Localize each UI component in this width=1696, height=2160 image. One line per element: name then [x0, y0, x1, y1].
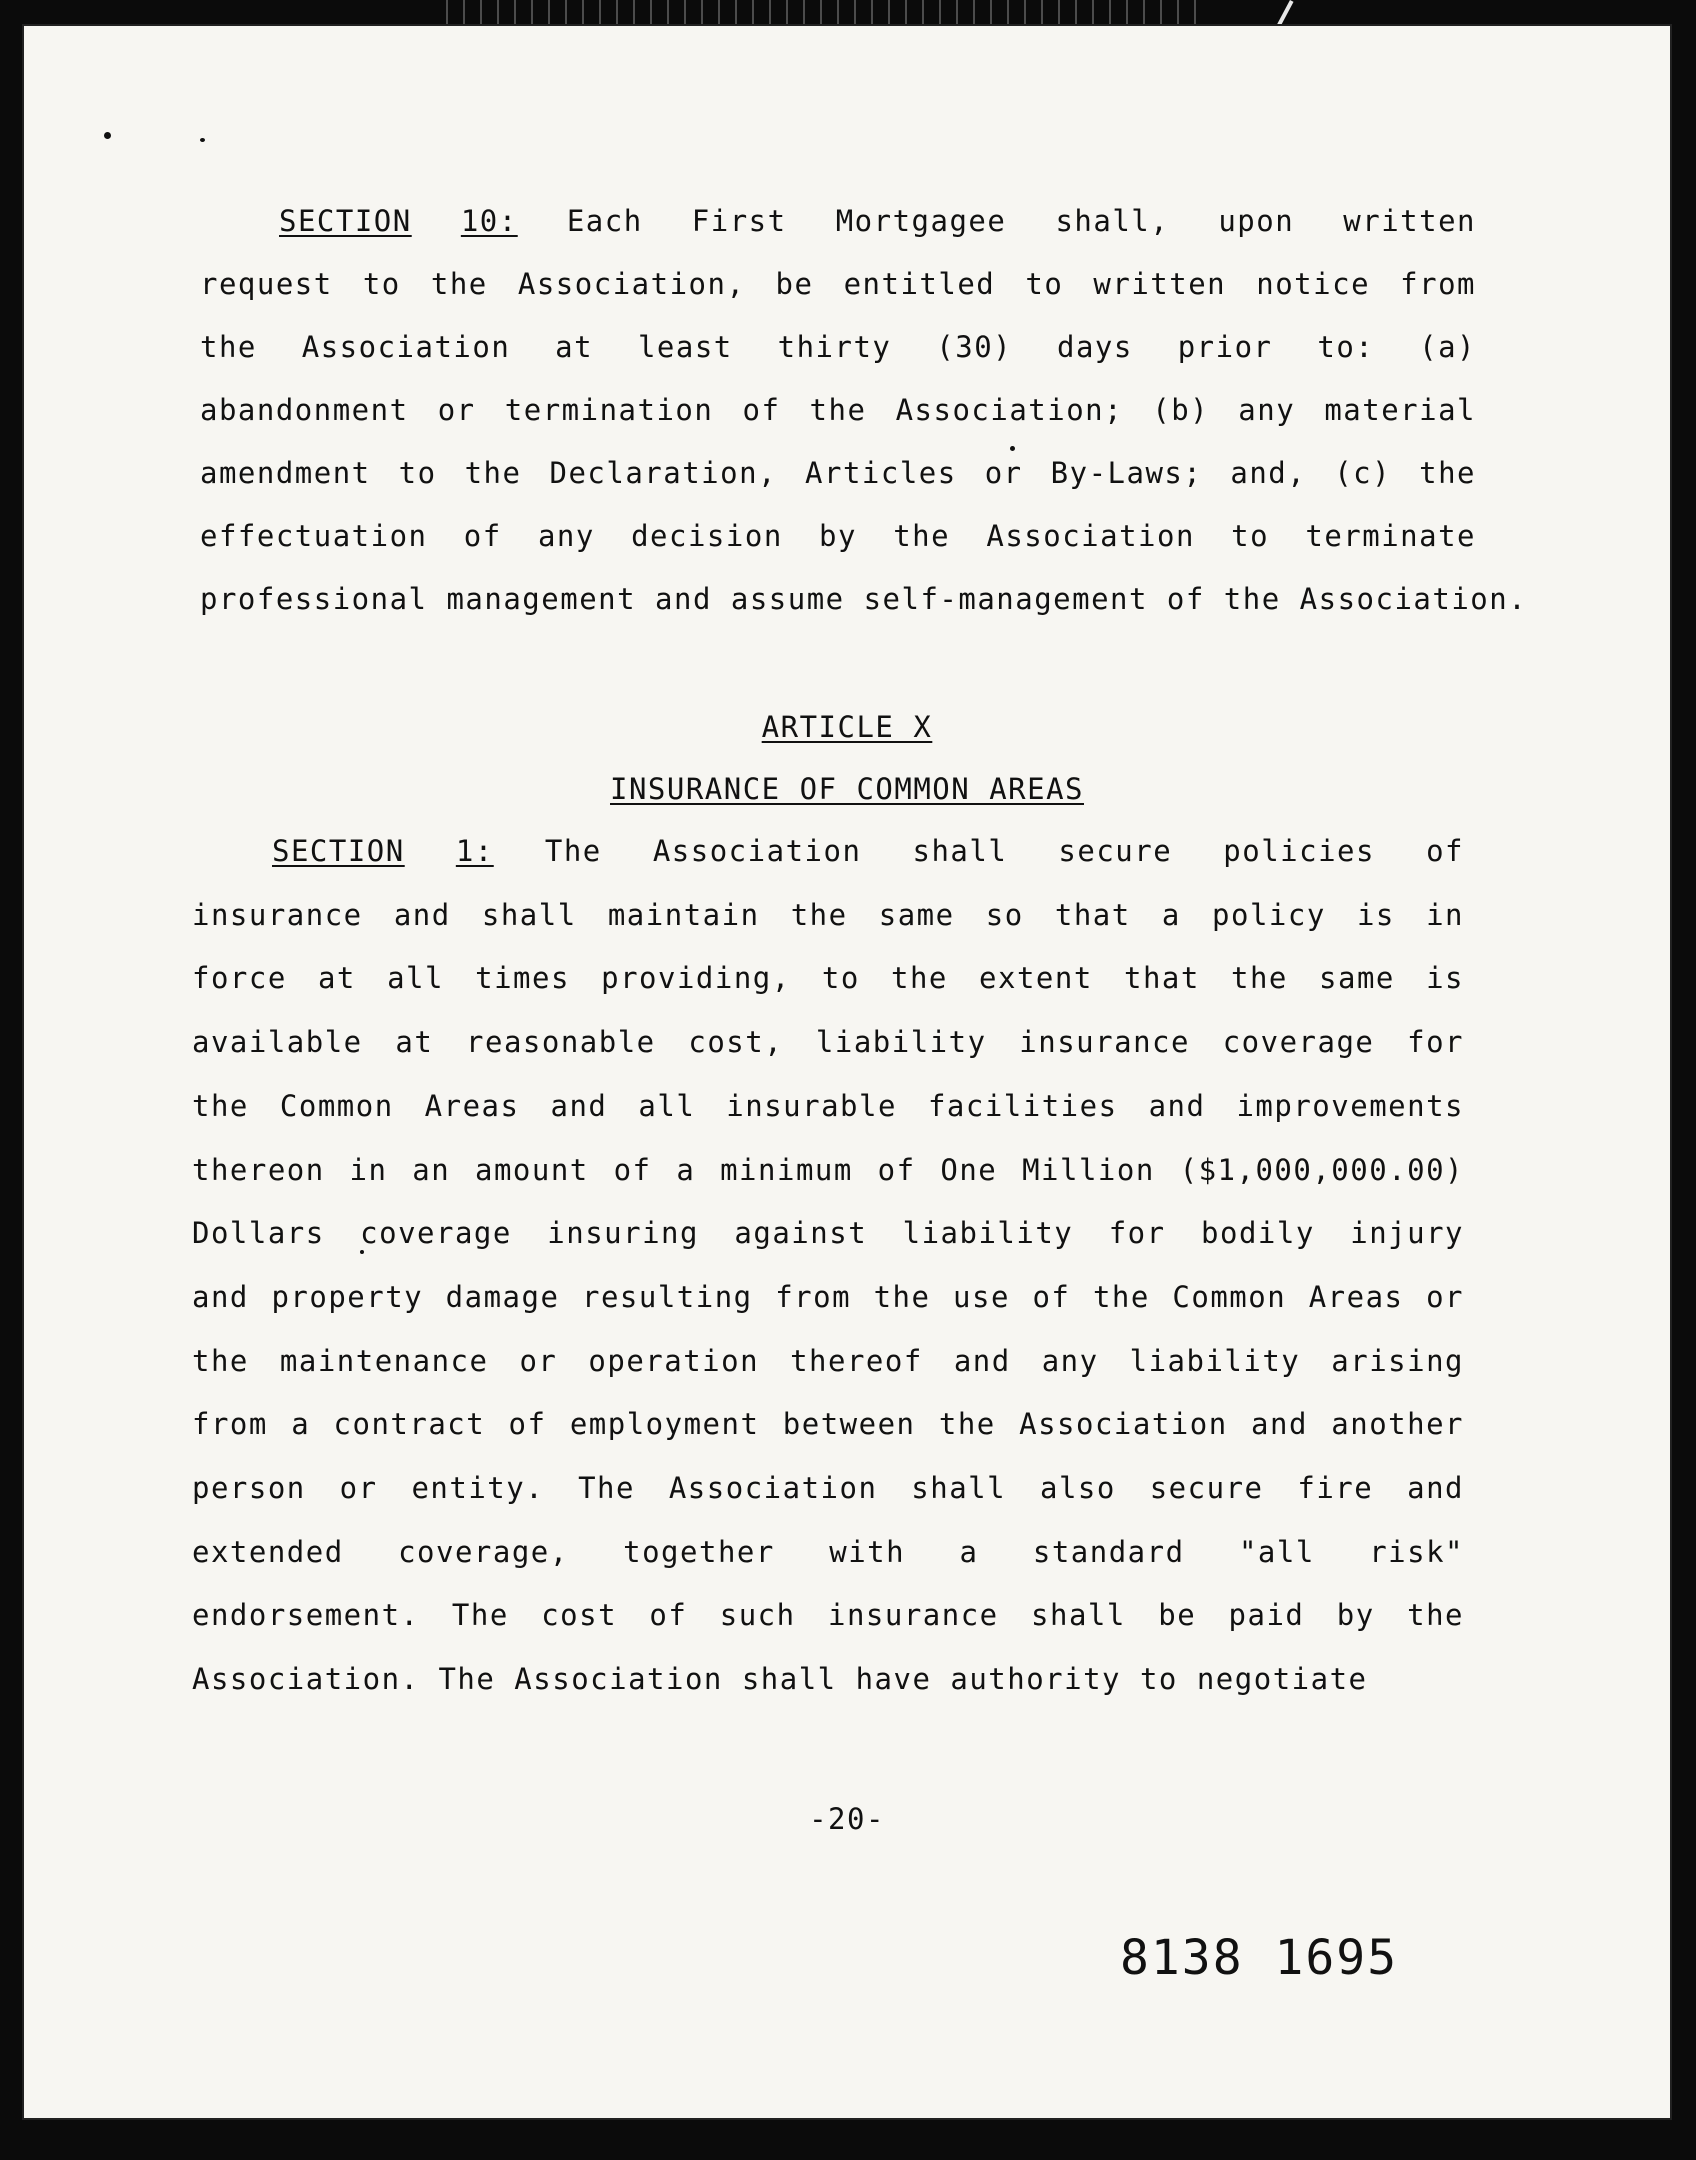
- text-run: Each First Mortgagee shall, upon written: [517, 204, 1476, 238]
- scan-speck: [200, 138, 205, 142]
- text-line: professional management and assume self-management of the Association.: [200, 582, 1528, 616]
- article-subheading: INSURANCE OF COMMON AREAS: [610, 772, 1084, 806]
- text-line: [279, 204, 1476, 238]
- text-line: abandonment or termination of the Association; (b) any material: [200, 393, 1476, 427]
- text-run: 1:: [455, 834, 494, 868]
- text-run: 10:: [460, 204, 518, 238]
- text-line: available at reasonable cost, liability insurance coverage for: [192, 1025, 1464, 1060]
- scan-speck: [1010, 446, 1015, 451]
- text-line: extended coverage, together with a standard "all risk": [192, 1534, 1464, 1569]
- text-line: endorsement. The cost of such insurance shall be paid by the: [192, 1598, 1464, 1633]
- document-page: [24, 26, 1670, 2118]
- text-line: effectuation of any decision by the Association to terminate: [200, 519, 1476, 553]
- text-line: amendment to the Declaration, Articles or By-Laws; and, (c) the: [200, 456, 1476, 490]
- text-run: The Association shall secure policies of: [493, 834, 1464, 868]
- text-line: Dollars coverage insuring against liability for bodily injury: [192, 1216, 1464, 1251]
- text-line: Association. The Association shall have authority to negotiate: [192, 1662, 1368, 1697]
- document-code: 8138 1695: [1120, 1930, 1399, 1986]
- text-line: and property damage resulting from the use of the Common Areas or: [192, 1279, 1464, 1314]
- scan-edge-noise: [440, 0, 1200, 26]
- article-heading: ARTICLE X: [761, 710, 933, 744]
- text-line: [272, 834, 1464, 868]
- text-run: SECTION: [279, 204, 412, 238]
- text-line: from a contract of employment between the Association and another: [192, 1407, 1464, 1442]
- text-run: SECTION: [272, 834, 405, 868]
- text-run: [412, 204, 461, 238]
- scan-speck: [360, 1250, 364, 1254]
- text-line: the Association at least thirty (30) days prior to: (a): [200, 330, 1476, 364]
- text-line: request to the Association, be entitled to written notice from: [200, 267, 1476, 301]
- text-line: the maintenance or operation thereof and any liability arising: [192, 1343, 1464, 1378]
- text-run: [405, 834, 456, 868]
- page-number: -20-: [809, 1802, 885, 1836]
- text-line: person or entity. The Association shall also secure fire and: [192, 1471, 1464, 1505]
- scan-speck: [104, 132, 111, 139]
- text-line: the Common Areas and all insurable facilities and improvements: [192, 1088, 1464, 1123]
- text-line: thereon in an amount of a minimum of One Million ($1,000,000.00): [192, 1152, 1464, 1187]
- text-line: insurance and shall maintain the same so that a policy is in: [192, 897, 1464, 932]
- text-line: force at all times providing, to the extent that the same is: [192, 961, 1464, 996]
